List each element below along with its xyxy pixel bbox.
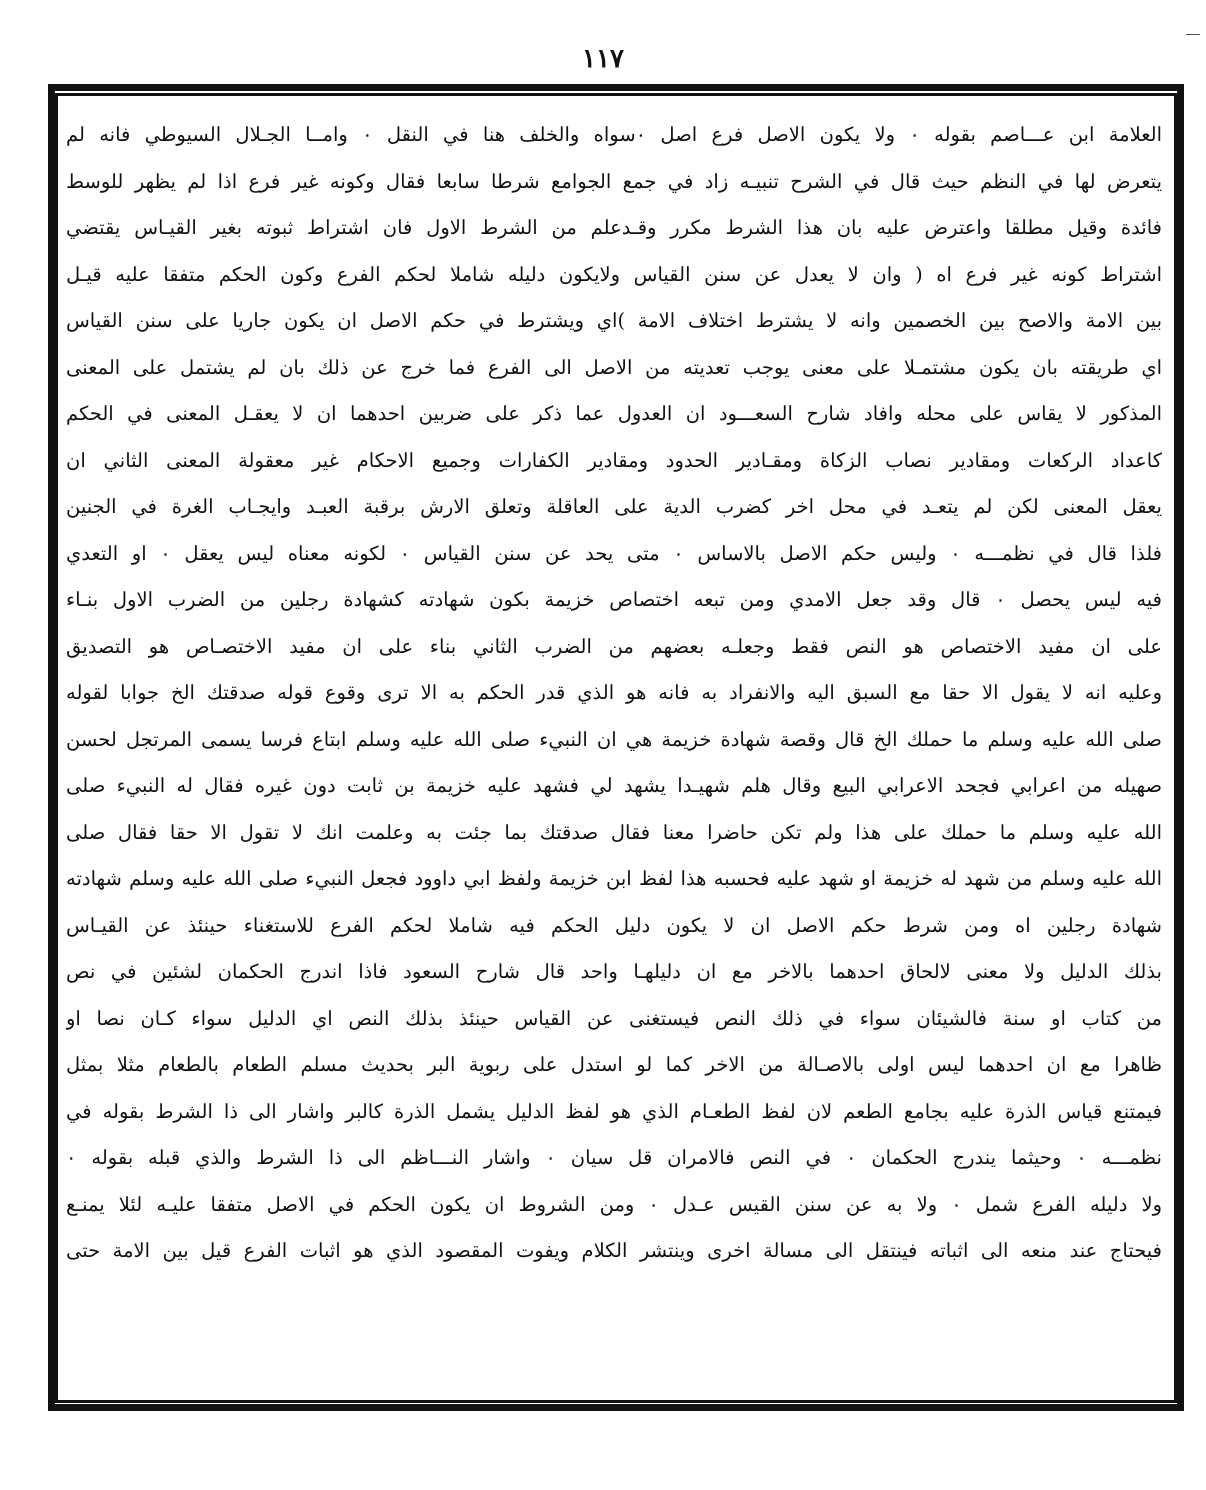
text-line: فلذا قال في نظمـــه ٠ وليس حكم الاصل بالاساس ٠ متى يحد عن سنن القياس ٠ لكونه معناه ليس يعقل ٠ او التعدي [66,541,1162,565]
text-line: يتعرض لها في النظم حيث قال في الشرح تنبيـه زاد في جمع الجوامع شرطا سابعا فقال وكونه غير فرع اذا لم يظهر للوسط [66,169,1162,193]
border-right-rule [1177,86,1184,1410]
body-text [66,112,1162,1397]
text-line: فيمتنع قياس الذرة عليه بجامع الطعم لان لفظ الطعـام الذي هو لفظ الدليل يشمل الذرة كالبر واشار الى ذا الشرط بقوله في [66,1099,1162,1123]
text-line: اي طريقته بان يكون مشتمـلا على معنى يوجب تعديته من الاصل الى الفرع فما خرج عن ذلك بان لم يشتمل على المعنى [66,355,1162,379]
text-line: وعليه انه لا يقول الا حقا مع السبق اليه والانفراد به فانه هو الذي قدر الحكم به الا ترى وقوع قوله صدقتك الخ جوابا لقوله [66,681,1162,704]
text-line: المذكور لا يقاس على محله وافاد شارح السعـــود ان العدول عما ذكر على ضربين احدهما ان لا يعقـل المعنى في الحكم [66,402,1162,425]
text-line: العلامة ابن عـــاصم بقوله ٠ ولا يكون الاصل فرع اصل ٠سواه والخلف هنا في النقل ٠ وامــا الجـلال السيوطي فانه لم [66,123,1162,146]
border-top-rule [48,84,1184,91]
text-line: الله عليه وسلم من شهد له خزيمة او شهد عليه فحسبه هذا لفظ ابن خزيمة ولفظ ابي داوود فجعل النبيء صلى الله عليه وسلم شهادته [66,867,1162,890]
page-number: ١١٧ [582,44,624,74]
text-line: ظاهرا مع ان احدهما ليس اولى بالاصـالة من الاخر كما لو استدل على ربوية البر بحديث مسلم الطعام بالطعام مثلا بمثل [66,1053,1162,1076]
text-line: يعقل المعنى لكن لم يتعـد في محل اخر كضرب الدية على العاقلة وتعلق الارش برقبة العبـد وايجـاب الغرة في الجنين [66,495,1162,518]
text-line: ولا دليله الفرع شمل ٠ ولا به عن سنن القيس عـدل ٠ ومن الشروط ان يكون الحكم في الاصل متفقا عليـه لئلا يمنـع [66,1192,1162,1216]
text-line: بين الامة والاصح بين الخصمين وانه لا يشترط اختلاف الامة )اي ويشترط في حكم الاصل ان يكون جاريا على سنن القياس [66,309,1162,332]
text-line: صلى الله عليه وسلم ما حملك الخ قال وقصة شهادة خزيمة هي ان النبيء صلى الله عليه وسلم ابتاع فرسا يسمى المرتجل لحسن [66,727,1162,751]
text-line: على ان مفيد الاختصاص هو النص فقط وجعلـه بعضهم من الضرب الثاني بناء على ان مفيد الاختصـاص هو التصديق [66,634,1162,658]
border-bottom-rule [48,1404,1184,1411]
text-line: من كتاب او سنة فالشيئان سواء في ذلك النص فيستغنى عن القياس حينئذ بذلك النص اي الدليل سواء كـان نصا او [66,1006,1162,1030]
text-line: فيه ليس يحصل ٠ قال وقد جعل الامدي ومن تبعه اختصاص خزيمة بكون شهادته كشهادة رجلين من الضرب الاول بنـاء [66,588,1162,611]
text-line: صهيله من اعرابي فجحد الاعرابي البيع وقال هلم شهيـدا يشهد لي فشهد عليه خزيمة بن ثابت دون غيره فقال له النبيء صلى [66,774,1162,797]
text-line: الله عليه وسلم ما حملك على هذا ولم تكن حاضرا معنا فقال صدقتك بما جئت به وعلمت انك لا تقول الا حقا فقال صلى [66,820,1162,844]
text-line: بذلك الدليل ولا معنى لالحاق احدهما بالاخر مع ان دليلهـا واحد قال شارح السعود فاذا اندرج الحكمان لشئين في نص [66,960,1162,983]
text-line: نظمـــه ٠ وحيثما يندرج الحكمان ٠ في النص فالامران قل سيان ٠ واشار النـــاظم الى ذا الشرط والذي قبله بقوله ٠ [66,1146,1162,1169]
text-line: اشتراط كونه غير فرع اه ( وان لا يعدل عن سنن القياس ولايكون دليله شاملا لحكم الفرع وكون الحكم متفقا عليه قيـل [66,262,1162,286]
text-line: شهادة رجلين اه ومن شرط حكم الاصل ان لا يكون دليل الحكم فيه شاملا لحكم الفرع للاستغناء حينئذ عن القيـاس [66,913,1162,937]
text-line: كاعداد الركعات ومقادير نصاب الزكاة ومقـادير الحدود ومقادير الكفارات وجميع الاحكام غير معقولة المعنى الثاني ان [66,448,1162,472]
corner-mark [1186,34,1200,35]
border-left-rule [48,86,55,1410]
text-line: فيحتاج عند منعه الى اثباته فينتقل الى مسالة اخرى وينتشر الكلام ويفوت المقصود الذي هو اثبات الفرع قيل بين الامة حتى [66,1239,1162,1262]
text-line: فائدة وقيل مطلقا واعترض عليه بان هذا الشرط مكرر وقـدعلم من الشرط الاول فان اشتراط ثبوته بغير القيـاس يقتضي [66,216,1162,239]
